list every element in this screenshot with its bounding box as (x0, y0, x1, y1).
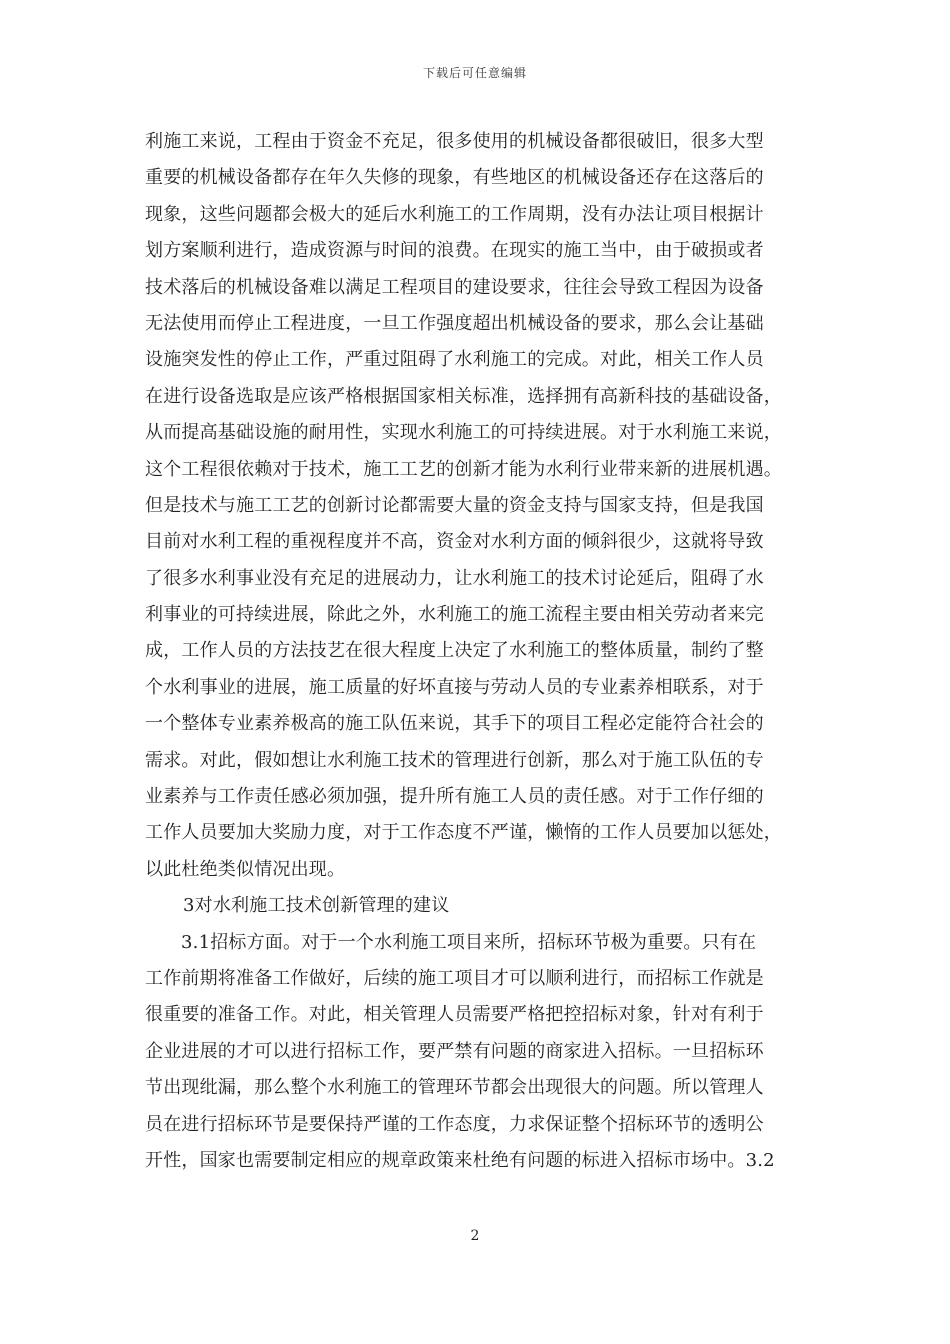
text-line: 但是技术与施工工艺的创新讨论都需要大量的资金支持与国家支持，但是我国 (145, 494, 764, 516)
text-line: 无法使用而停止工程进度，一旦工作强度超出机械设备的要求，那么会让基础 (145, 312, 764, 334)
text-line: 在进行设备选取是应该严格根据国家相关标准，选择拥有高新科技的基础设备， (145, 385, 782, 407)
text-line: 技术落后的机械设备难以满足工程项目的建设要求，往往会导致工程因为设备 (145, 276, 764, 298)
text-line: 个水利事业的进展，施工质量的好坏直接与劳动人员的专业素养相联系，对于 (145, 676, 764, 698)
section-heading: 3对水利施工技术创新管理的建议 (183, 895, 450, 917)
text-line: 设施突发性的停止工作，严重过阻碍了水利施工的完成。对此，相关工作人员 (145, 349, 764, 371)
text-line: 从而提高基础设施的耐用性，实现水利施工的可持续进展。对于水利施工来说， (145, 422, 782, 444)
text-line: 开性，国家也需要制定相应的规章政策来杜绝有问题的标进入招标市场中。3.2 (145, 1149, 775, 1171)
text-line: 节出现纰漏，那么整个水利施工的管理环节都会出现很大的问题。所以管理人 (145, 1077, 764, 1099)
text-line: 重要的机械设备都存在年久失修的现象，有些地区的机械设备还存在这落后的 (145, 167, 764, 189)
text-line: 成，工作人员的方法技艺在很大程度上决定了水利施工的整体质量，制约了整 (145, 640, 764, 662)
text-line: 目前对水利工程的重视程度并不高，资金对水利方面的倾斜很少，这就将导致 (145, 531, 764, 553)
text-line: 以此杜绝类似情况出现。 (145, 858, 346, 880)
text-line: 3.1招标方面。对于一个水利施工项目来所，招标环节极为重要。只有在 (181, 931, 757, 953)
text-line: 这个工程很依赖对于技术，施工工艺的创新才能为水利行业带来新的进展机遇。 (145, 458, 782, 480)
page-number: 2 (470, 1228, 480, 1244)
page-header: 下载后可任意编辑 (422, 66, 527, 80)
text-line: 利施工来说，工程由于资金不充足，很多使用的机械设备都很破旧，很多大型 (145, 131, 764, 152)
text-line: 工作人员要加大奖励力度，对于工作态度不严谨，懒惰的工作人员要加以惩处， (145, 822, 782, 844)
text-line: 员在进行招标环节是要保持严谨的工作态度，力求保证整个招标环节的透明公 (145, 1113, 764, 1135)
text-line: 现象，这些问题都会极大的延后水利施工的工作周期，没有办法让项目根据计 (145, 203, 764, 225)
text-line: 一个整体专业素养极高的施工队伍来说，其手下的项目工程必定能符合社会的 (145, 713, 764, 735)
text-line: 划方案顺利进行，造成资源与时间的浪费。在现实的施工当中，由于破损或者 (145, 240, 764, 262)
document-body (145, 124, 825, 1179)
text-line: 了很多水利事业没有充足的进展动力，让水利施工的技术讨论延后，阻碍了水 (145, 567, 764, 589)
text-line: 很重要的准备工作。对此，相关管理人员需要严格把控招标对象，针对有利于 (145, 1004, 764, 1026)
text-line: 业素养与工作责任感必须加强，提升所有施工人员的责任感。对于工作仔细的 (145, 786, 764, 808)
text-line: 企业进展的才可以进行招标工作，要严禁有问题的商家进入招标。一旦招标环 (145, 1040, 764, 1062)
text-line: 利事业的可持续进展，除此之外，水利施工的施工流程主要由相关劳动者来完 (145, 604, 764, 626)
text-line: 需求。对此，假如想让水利施工技术的管理进行创新，那么对于施工队伍的专 (145, 749, 764, 771)
text-line: 工作前期将准备工作做好，后续的施工项目才可以顺利进行，而招标工作就是 (145, 967, 764, 989)
